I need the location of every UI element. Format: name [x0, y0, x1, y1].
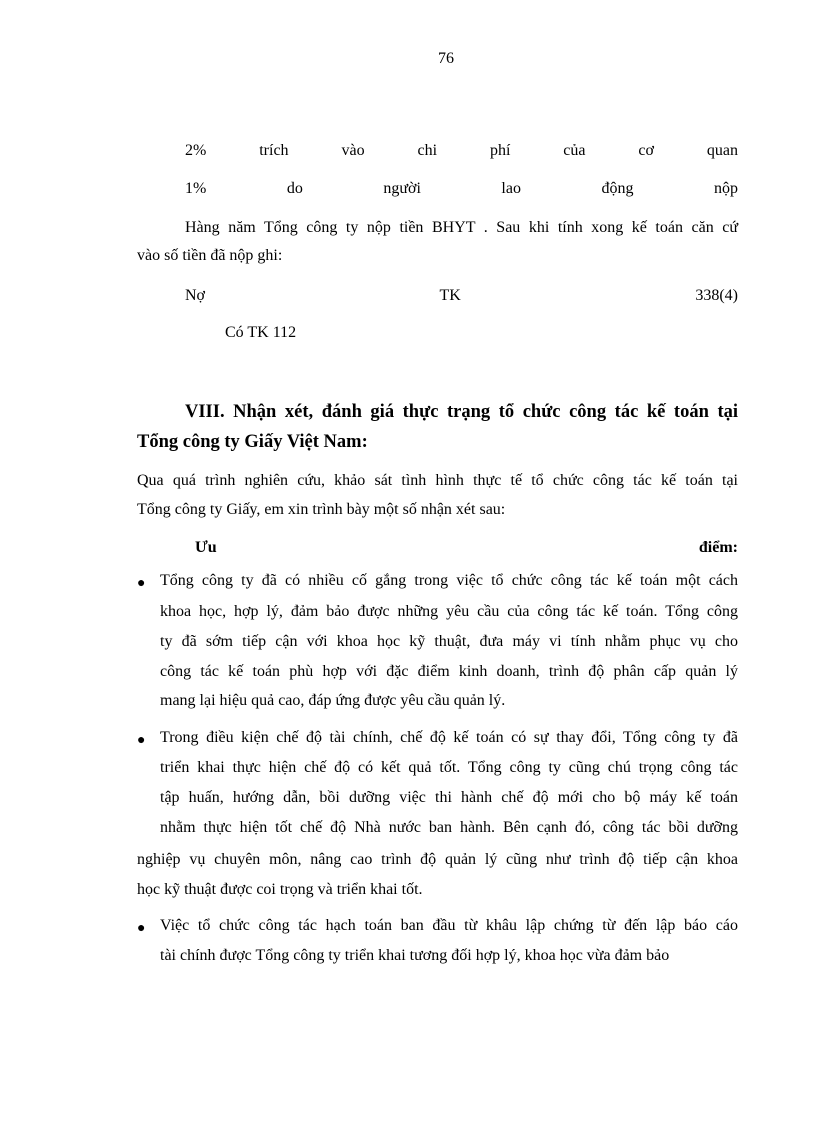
word: điểm: [698, 539, 738, 556]
word: quan [706, 142, 738, 159]
bullet-line: mang lại hiệu quả cao, đáp ứng được yêu cầu quản lý. [160, 692, 506, 709]
word: trích [259, 142, 289, 159]
intro-line: Tổng công ty Giấy, em xin trình bày một số nhận xét sau: [137, 501, 506, 518]
bullet-line: triển khai thực hiện chế độ có kết quả tốt. Tổng công ty cũng chú trọng công tác [160, 759, 738, 776]
paragraph-line: vào số tiền đã nộp ghi: [137, 247, 283, 264]
word: vào [341, 142, 365, 159]
bullet-line: tài chính được Tổng công ty triển khai tương đối hợp lý, khoa học vừa đảm bảo [160, 947, 670, 964]
bullet-icon: ● [137, 576, 146, 591]
bullet-line: Việc tổ chức công tác hạch toán ban đầu từ khâu lập chứng từ đến lập báo cáo [160, 917, 738, 934]
debit-label: Nợ [185, 287, 206, 304]
bullet-line: công tác kế toán phù hợp với đặc điểm kinh doanh, trình độ phân cấp quản lý [160, 663, 738, 680]
bullet-line: khoa học, hợp lý, đảm bảo được những yêu cầu của công tác kế toán. Tổng công [160, 603, 738, 620]
bullet-line: Trong điều kiện chế độ tài chính, chế độ kế toán có sự thay đổi, Tổng công ty đã [160, 729, 738, 746]
word: cơ [638, 142, 654, 159]
page-number: 76 [438, 50, 454, 67]
section-heading-cont: Tổng công ty Giấy Việt Nam: [137, 432, 368, 452]
word: Ưu [195, 539, 217, 556]
word: chi [417, 142, 438, 159]
bullet-line: học kỹ thuật được coi trọng và triển khai tốt. [137, 881, 423, 898]
journal-entry-credit: Có TK 112 [225, 324, 297, 341]
bullet-icon: ● [137, 733, 146, 748]
section-heading: VIII. Nhận xét, đánh giá thực trạng tổ chức công tác kế toán tại [185, 402, 738, 422]
intro-line: Qua quá trình nghiên cứu, khảo sát tình hình thực tế tổ chức công tác kế toán tại [137, 472, 738, 489]
word: do [286, 180, 303, 197]
bullet-line: nghiệp vụ chuyên môn, nâng cao trình độ quản lý cũng như trình độ tiếp cận khoa [137, 851, 738, 868]
bullet-line: nhằm thực hiện tốt chế độ Nhà nước ban hành. Bên cạnh đó, công tác bồi dưỡng [160, 819, 738, 836]
account-number: 338(4) [695, 287, 738, 304]
bullet-line: tập huấn, hướng dẫn, bồi dưỡng việc thi hành chế độ mới cho bộ máy kế toán [160, 789, 738, 806]
bullet-line: Tổng công ty đã có nhiều cố gắng trong việc tổ chức công tác kế toán một cách [160, 572, 738, 589]
word: 1% [185, 180, 207, 197]
word: người [383, 180, 421, 197]
allocation-line-company [185, 142, 738, 160]
journal-entry-debit [185, 287, 738, 305]
bullet-line: ty đã sớm tiếp cận với khoa học kỹ thuật, đưa máy vi tính nhằm phục vụ cho [160, 633, 738, 650]
paragraph-line: Hàng năm Tổng công ty nộp tiền BHYT . Sau khi tính xong kế toán căn cứ [185, 219, 738, 236]
allocation-line-employee [185, 180, 738, 198]
word: lao [501, 180, 521, 197]
word: của [563, 142, 586, 159]
word: phí [489, 142, 511, 159]
word: nộp [713, 180, 738, 197]
bullet-icon: ● [137, 921, 146, 936]
account-label: TK [439, 287, 461, 304]
word: 2% [185, 142, 207, 159]
advantages-label [195, 539, 738, 557]
word: động [601, 180, 634, 197]
